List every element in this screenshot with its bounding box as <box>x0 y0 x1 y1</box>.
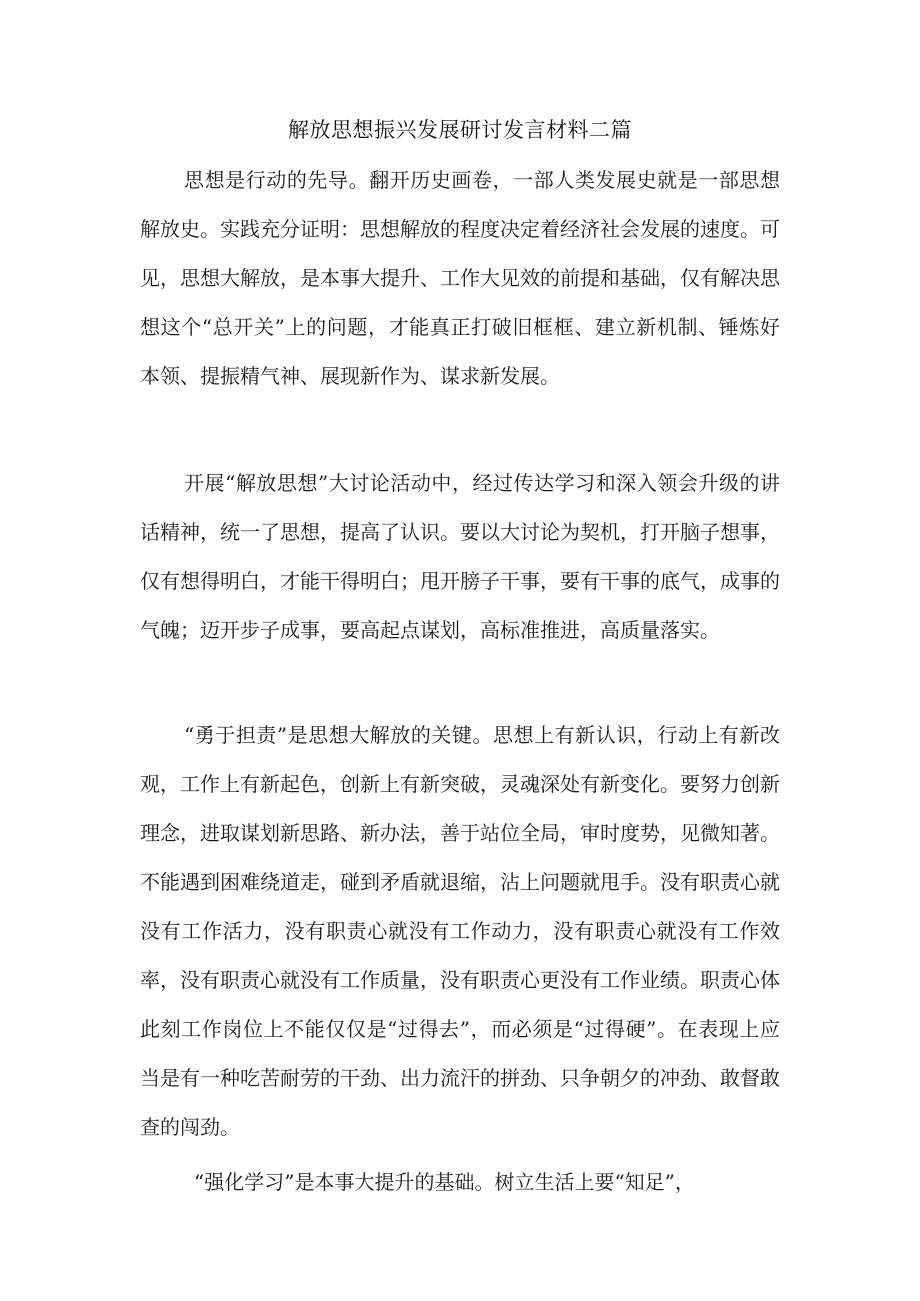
paragraph-3: “勇于担责”是思想大解放的关键。思想上有新认识，行动上有新改观，工作上有新起色，创新上有新突破，灵魂深处有新变化。要努力创新理念，进取谋划新思路、新办法，善于站位全局，审时度势，见微知著。不能遇到困难绕道走，碰到矛盾就退缩，沾上问题就甩手。没有职责心就没有工作活力，没有职责心就没有工作动力，没有职责心就没有工作效率，没有职责心就没有工作质量，没有职责心更没有工作业绩。职责心体此刻工作岗位上不能仅仅是“过得去”，而必须是“过得硬”。在表现上应当是有一种吃苦耐劳的干劲、出力流汗的拼劲、只争朝夕的冲劲、敢督敢查的闯劲。 <box>140 723 780 1139</box>
document-title: 解放思想振兴发展研讨发言材料二篇 <box>288 118 632 142</box>
paragraph-4: “强化学习”是本事大提升的基础。树立生活上要“知足”， <box>194 1170 695 1194</box>
paragraph-2: 开展“解放思想”大讨论活动中，经过传达学习和深入领会升级的讲话精神，统一了思想，提高了认识。要以大讨论为契机，打开脑子想事，仅有想得明白，才能干得明白；甩开膀子干事，要有干事的底气，成事的气魄；迈开步子成事，要高起点谋划，高标准推进，高质量落实。 <box>140 471 780 642</box>
paragraph-1: 思想是行动的先导。翻开历史画卷，一部人类发展史就是一部思想解放史。实践充分证明：思想解放的程度决定着经济社会发展的速度。可见，思想大解放，是本事大提升、工作大见效的前提和基础，仅有解决思想这个“总开关”上的问题，才能真正打破旧框框、建立新机制、锤炼好本领、提振精气神、展现新作为、谋求新发展。 <box>140 168 780 388</box>
